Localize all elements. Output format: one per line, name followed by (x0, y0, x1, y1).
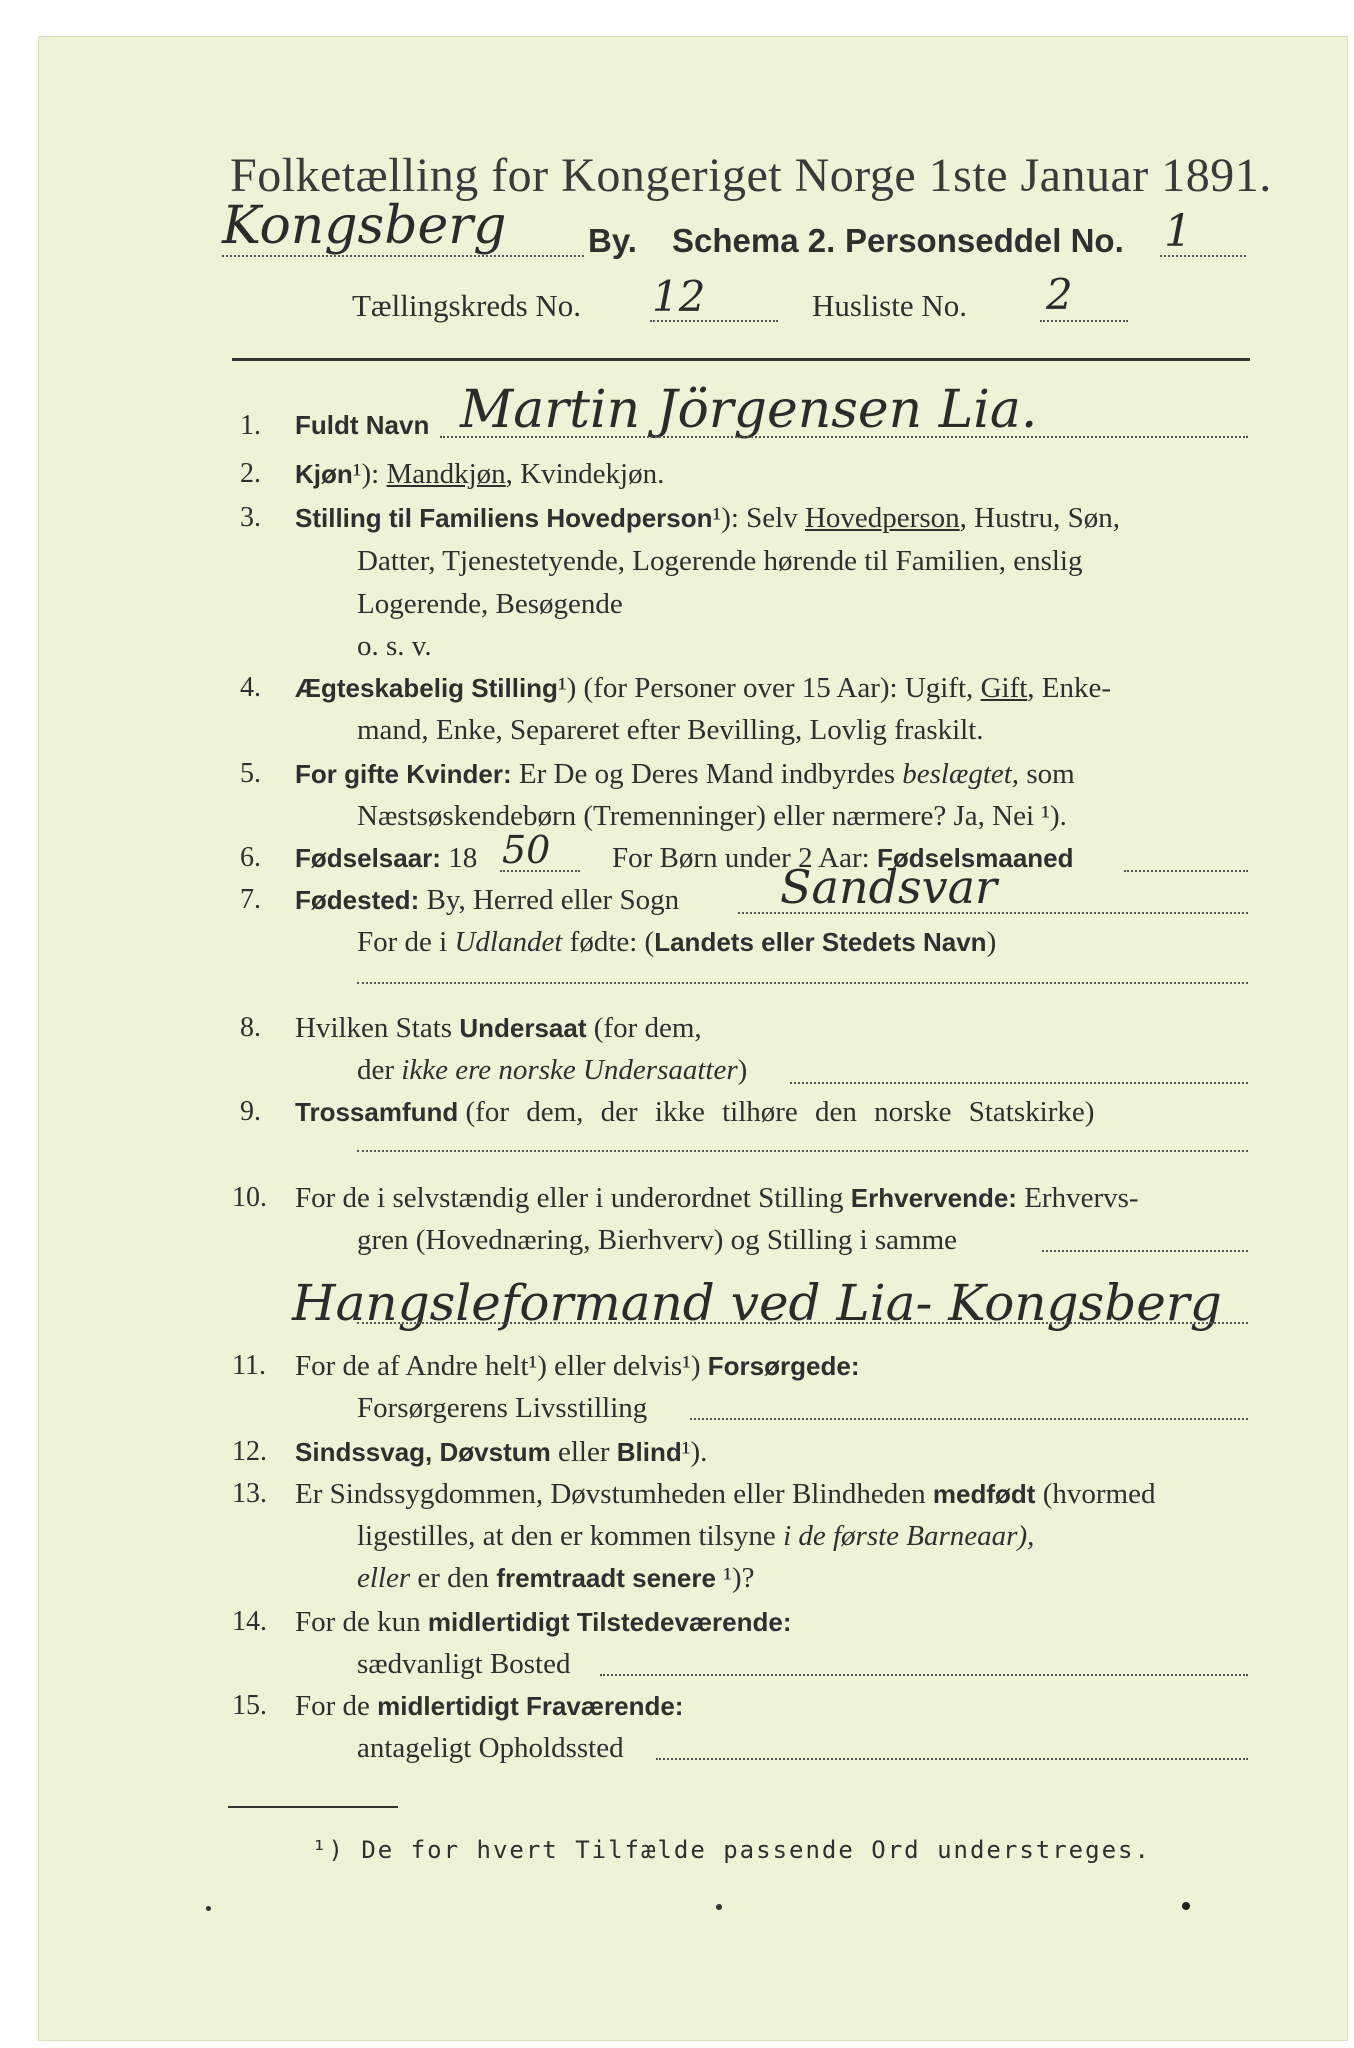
item-3-text-b: , Hustru, Søn, (959, 502, 1120, 534)
item-8-line2-italic: ikke ere norske Undersaatter (401, 1054, 738, 1086)
item-5-label: For gifte Kvinder: (295, 759, 512, 789)
item-11-text-b: ¹) eller delvis (528, 1350, 683, 1382)
item-10-text-b: Erhvervs- (1024, 1182, 1139, 1214)
place-dots (222, 255, 584, 257)
item-10-line2: gren (Hovednæring, Bierhverv) og Stilling i samme (357, 1224, 958, 1256)
husliste-dots (1040, 320, 1128, 322)
item-6-century: 18 (448, 842, 478, 874)
item-6-year-handwritten: 50 (502, 828, 551, 872)
header-rule (232, 358, 1250, 361)
item-11-dots (690, 1418, 1248, 1420)
husliste-number: 2 (1046, 270, 1073, 319)
item-9-label: Trossamfund (295, 1097, 459, 1127)
item-10-text-a: For de i selvstændig eller i underordnet Stilling (295, 1182, 844, 1214)
item-13-text-a: Er Sindssygdommen, Døvstumheden eller Blindheden (295, 1478, 926, 1510)
item-3-text-a: ¹): Selv (712, 502, 798, 534)
item-2-female: , Kvindekjøn. (505, 458, 665, 490)
item-12-text: eller (557, 1436, 610, 1468)
item-5-text-b: som (1026, 758, 1075, 790)
item-14-text: For de kun (295, 1606, 421, 1638)
item-5-number: 5. (240, 758, 261, 789)
item-8-line2-b: ) (737, 1054, 748, 1086)
item-12-label-b: Blind (616, 1437, 682, 1467)
item-14-dots (600, 1674, 1248, 1676)
item-7-line2-italic: Udlandet (454, 926, 563, 958)
item-10-dots (1042, 1250, 1248, 1252)
item-11-line2: Forsørgerens Livsstilling (357, 1392, 648, 1424)
item-13-text-b: (hvormed (1042, 1478, 1156, 1510)
item-11-text-a: For de af Andre helt (295, 1350, 529, 1382)
item-15-dots (656, 1758, 1248, 1760)
form-title: Folketælling for Kongeriget Norge 1ste Januar 1891. (230, 149, 1272, 202)
item-15-number: 15. (232, 1690, 267, 1721)
item-6-month-label: Fødselsmaaned (877, 843, 1074, 873)
by-label: By. (588, 222, 637, 259)
item-5-text-italic: beslægtet, (902, 758, 1020, 790)
item-10-number: 10. (232, 1182, 267, 1213)
item-10-dots-2 (357, 1322, 1248, 1324)
item-7-line2-c: ) (986, 926, 997, 958)
item-3-line2: Datter, Tjenestetyende, Logerende hørende til Familien, enslig (357, 545, 1083, 577)
item-5-text-a: Er De og Deres Mand indbyrdes (518, 758, 896, 790)
item-7-dots-2 (357, 982, 1248, 984)
item-9-number: 9. (240, 1096, 261, 1127)
item-4-text-b: , Enke- (1027, 672, 1112, 704)
item-8-text-a: Hvilken Stats (295, 1012, 453, 1044)
item-14-number: 14. (232, 1606, 267, 1637)
item-2-male-selected: Mandkjøn (386, 458, 506, 490)
item-8-number: 8. (240, 1012, 261, 1043)
item-3-selected: Hovedperson (804, 502, 960, 534)
item-13-line3-ref: ¹)? (723, 1562, 755, 1594)
item-6-month-dots (1124, 870, 1248, 872)
item-14-line2: sædvanligt Bosted (357, 1648, 571, 1680)
item-8-dots (790, 1082, 1248, 1084)
item-4-selected: Gift (980, 672, 1028, 704)
footnote: ¹) De for hvert Tilfælde passende Ord understreges. (312, 1836, 1151, 1864)
item-11-number: 11. (232, 1350, 266, 1381)
item-1-number: 1. (240, 410, 261, 441)
personseddel-dots (1160, 255, 1246, 257)
item-15-line2: antageligt Opholdssted (357, 1732, 624, 1764)
husliste-label: Husliste No. (812, 288, 967, 323)
item-13-line3-italic: eller (357, 1562, 411, 1594)
item-9-text: (for dem, der ikke tilhøre den norske Statskirke) (465, 1096, 1095, 1128)
speck-mark (716, 1904, 722, 1910)
item-6-label: Fødselsaar: (295, 843, 441, 873)
item-7-label: Fødested: (295, 885, 420, 915)
item-10-occupation-handwritten: Hangsleformand ved Lia- Kongsberg (292, 1274, 1222, 1332)
item-13-line2-italic: i de første Barneaar), (783, 1520, 1035, 1552)
item-13-number: 13. (232, 1478, 267, 1509)
item-1-name-handwritten: Martin Jörgensen Lia. (460, 380, 1038, 440)
item-15-text: For de (295, 1690, 370, 1722)
item-5-line2: Næstsøskendebørn (Tremenninger) eller nærmere? Ja, Nei ¹). (357, 800, 1067, 832)
personseddel-number: 1 (1164, 206, 1192, 257)
item-12-label-a: Sindssvag, Døvstum (295, 1437, 551, 1467)
item-12-ref: ¹). (681, 1436, 708, 1468)
item-3-line3: Logerende, Besøgende (357, 588, 623, 620)
item-10-label: Erhvervende: (850, 1183, 1017, 1213)
footnote-rule (228, 1806, 398, 1808)
item-2-footnote-ref: ¹): (352, 458, 380, 490)
item-13-line2-a: ligestilles, at den er kommen tilsyne (357, 1520, 776, 1552)
item-15-label: midlertidigt Fraværende: (377, 1691, 684, 1721)
kreds-label: Tællingskreds No. (352, 288, 582, 323)
item-3-number: 3. (240, 502, 261, 533)
kreds-dots (650, 320, 778, 322)
item-7-line2-a: For de i (357, 926, 448, 958)
item-8-line2-a: der (357, 1054, 395, 1086)
item-4-line2: mand, Enke, Separeret efter Bevilling, Lovlig fraskilt. (357, 714, 984, 746)
item-14-label: midlertidigt Tilstedeværende: (427, 1607, 792, 1637)
item-1-label: Fuldt Navn (295, 410, 430, 440)
item-7-place-handwritten: Sandsvar (780, 860, 998, 914)
item-12-number: 12. (232, 1436, 267, 1467)
item-13-line3-a: er den (417, 1562, 490, 1594)
item-4-label: Ægteskabelig Stilling (295, 673, 558, 703)
item-8-label: Undersaat (459, 1013, 587, 1043)
item-3-label: Stilling til Familiens Hovedperson (295, 503, 713, 533)
item-3-line4: o. s. v. (357, 630, 432, 662)
item-2-number: 2. (240, 458, 261, 489)
item-7-line2-b: fødte: ( (569, 926, 655, 958)
item-2-label: Kjøn (295, 459, 353, 489)
item-4-text-a: ¹) (for Personer over 15 Aar): Ugift, (557, 672, 974, 704)
item-9-dots (357, 1150, 1248, 1152)
item-8-text-b: (for dem, (593, 1012, 702, 1044)
item-11-label: Forsørgede: (707, 1351, 860, 1381)
item-7-text: By, Herred eller Sogn (426, 884, 680, 916)
speck-mark (1182, 1902, 1190, 1910)
item-7-number: 7. (240, 884, 261, 915)
item-13-line3-bold: fremtraadt senere (496, 1563, 716, 1593)
item-7-line2-bold: Landets eller Stedets Navn (654, 927, 987, 957)
item-1-dots (440, 436, 1248, 438)
speck-mark (206, 1906, 211, 1911)
place-handwritten: Kongsberg (222, 196, 507, 256)
item-13-label: medfødt (932, 1479, 1036, 1509)
item-6-year-dots (500, 870, 580, 872)
personseddel-label: Personseddel No. (845, 222, 1124, 259)
item-6-number: 6. (240, 842, 261, 873)
item-11-text-c: ¹) (682, 1350, 701, 1382)
item-6-text: For Børn under 2 Aar: (612, 842, 870, 874)
item-4-number: 4. (240, 672, 261, 703)
kreds-number: 12 (652, 272, 706, 321)
schema-label: Schema 2. (672, 222, 836, 259)
